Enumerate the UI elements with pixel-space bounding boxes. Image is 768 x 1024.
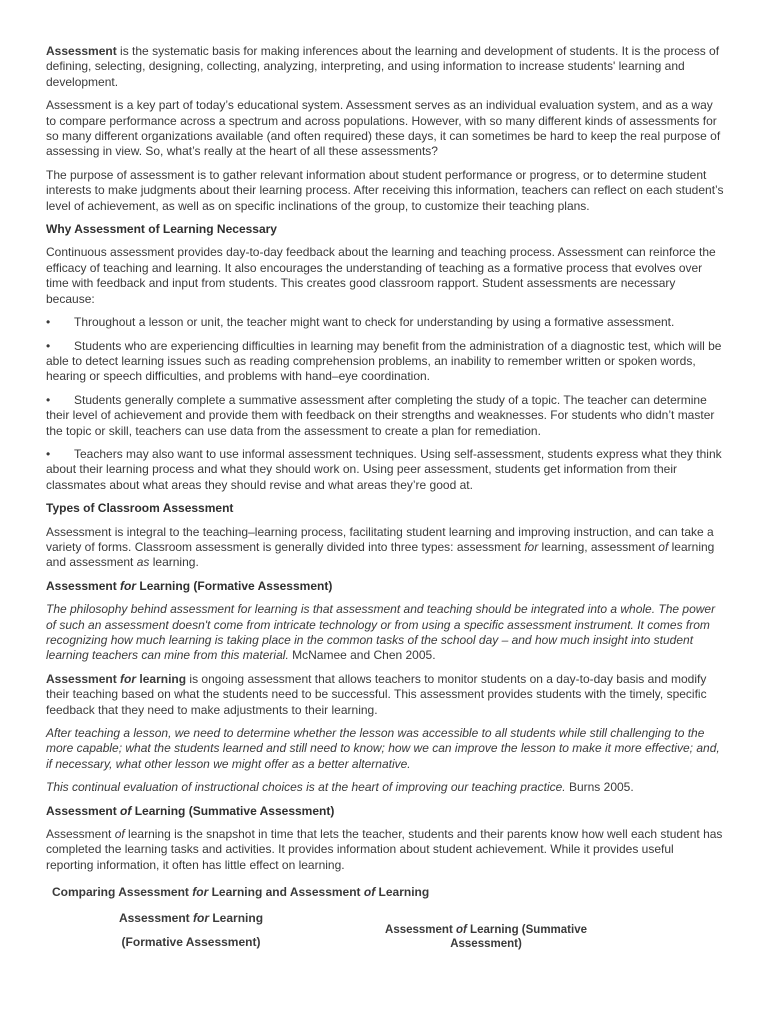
paragraph-importance: Assessment is a key part of today’s educational system. Assessment serves as an individual evaluation system, and as a way to compare performance across a spectrum and across populations. However, with so many different kinds of assessments for so many different organizations available (and often required) these days, it can sometimes be hard to keep the real purpose of assessing in view. So, what’s really at the heart of all these assessments? <box>46 98 721 159</box>
heading-assessment-of-learning: Assessment of Learning (Summative Assessment) <box>46 803 335 818</box>
paragraph-continuous: Continuous assessment provides day-to-day feedback about the learning and teaching process. Assessment can reinforce the efficacy of teaching and learning. It also encourages the understanding of teaching as a formative process that evolves over time with feedback and input from students. This creates good classroom rapport. Student assessments are necessary because: <box>46 245 716 306</box>
heading-assessment-for-learning: Assessment for Learning (Formative Assessment) <box>46 578 333 593</box>
intro-term: Assessment <box>46 44 117 58</box>
paragraph-types: Assessment is integral to the teaching–learning process, facilitating student learning and improving instruction, and can take a variety of forms. Classroom assessment is generally divided into three types: assessment for learning, assessment of learning and assessment as learning. <box>46 524 715 570</box>
bullet-item: • Throughout a lesson or unit, the teacher might want to check for understanding by using a formative assessment. <box>46 315 675 330</box>
paragraph-for-learning: Assessment for learning is ongoing assessment that allows teachers to monitor students on a day-to-day basis and modify their teaching based on what the students need to be successful. This assessment provides students with the timely, specific feedback that they need to make adjustments to their learning. <box>46 671 707 717</box>
comparison-table-header <box>46 911 724 981</box>
bullet-item: • Teachers may also want to use informal assessment techniques. Using self-assessment, students express what they think about their learning process and what they should work on. Using peer assessment, students get information from their classmates about what areas they should revise and what areas they’re good at. <box>46 446 722 492</box>
bullet-item: • Students generally complete a summative assessment after completing the study of a topic. The teacher can determine their level of achievement and provide them with feedback on their strengths and weaknesses. For students who didn’t master the topic or skill, teachers can use data from the assessment to create a plan for remediation. <box>46 392 715 438</box>
column-header-of-learning: Assessment of Learning (Summative Assessment) <box>385 923 587 950</box>
column-header-for-learning: Assessment for Learning (Formative Assessment) <box>118 910 264 949</box>
intro-paragraph: Assessment is the systematic basis for making inferences about the learning and development of students. It is the process of defining, selecting, designing, collecting, analyzing, interpreting, and using information to increase students' learning and development. <box>46 44 720 89</box>
quote-after-teaching: After teaching a lesson, we need to determine whether the lesson was accessible to all students while still challenging to the more capable; what the students learned and still need to know; how we can improve the lesson to make it more effective; and, if necessary, what other lesson we might offer as a better alternative. <box>46 726 720 771</box>
quote-mcnamee: The philosophy behind assessment for learning is that assessment and teaching should be integrated into a whole. The power of such an assessment doesn't come from intricate technology or from using a specific assessment instrument. It comes from recognizing how much learning is taking place in the common tasks of the school day – and how much insight into student learning teachers can mine from this material. McNamee and Chen 2005. <box>46 602 716 663</box>
paragraph-purpose: The purpose of assessment is to gather relevant information about student performance or progress, or to determine student interests to make judgments about their learning process. After receiving this information, teachers can reflect on each student’s level of achievement, as well as on specific inclinations of the group, to customize their teaching plans. <box>46 167 724 213</box>
document-page <box>46 44 724 981</box>
heading-types: Types of Classroom Assessment <box>46 501 234 516</box>
comparison-title: Comparing Assessment for Learning and Assessment of Learning <box>52 885 430 900</box>
heading-why-necessary: Why Assessment of Learning Necessary <box>46 222 277 237</box>
quote-burns: This continual evaluation of instructional choices is at the heart of improving our teaching practice. Burns 2005. <box>46 780 634 795</box>
paragraph-of-learning: Assessment of learning is the snapshot in time that lets the teacher, students and their parents know how well each student has completed the learning tasks and activities. It provides information about student achievement. While it provides useful reporting information, it often has little effect on learning. <box>46 827 723 872</box>
bullet-item: • Students who are experiencing difficulties in learning may benefit from the administration of a diagnostic test, which will be able to detect learning issues such as reading comprehension problems, an inability to remember written or spoken words, hearing or speech difficulties, and problems with hand–eye coordination. <box>46 338 722 384</box>
